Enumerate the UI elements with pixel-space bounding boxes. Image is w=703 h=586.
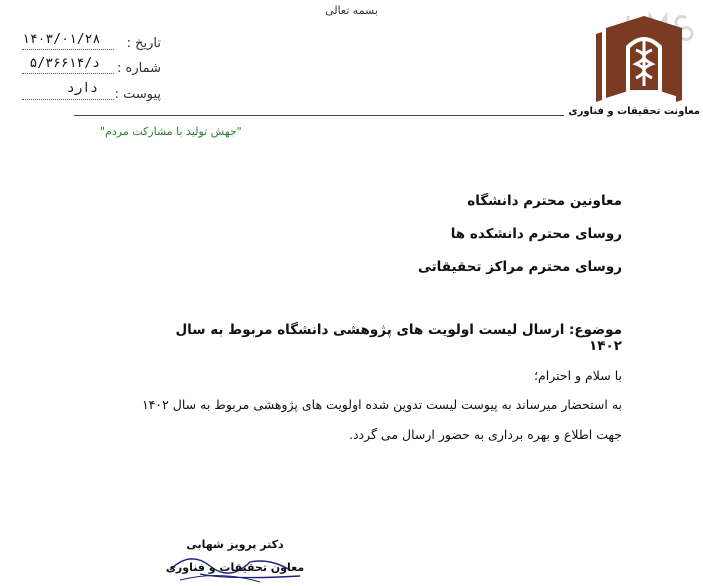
slogan: "جهش تولید با مشارکت مردم"	[100, 125, 242, 138]
number-value: ۵/د/۳۶۶۱۴	[29, 56, 100, 71]
university-logo	[588, 6, 700, 108]
subject-line: موضوع: ارسال لیست اولویت های پژوهشی دانشگاه مربوط به سال ۱۴۰۲	[175, 322, 622, 354]
attachment-dotted-line	[22, 99, 114, 100]
addressee-3: روسای محترم مراکز تحقیقاتی	[417, 259, 622, 275]
date-label: تاریخ :	[126, 36, 161, 51]
number-dotted-line	[22, 73, 114, 74]
addressee-1: معاونین محترم دانشگاه	[467, 193, 622, 209]
number-label: شماره :	[117, 61, 161, 76]
attachment-label: پیوست :	[114, 87, 161, 102]
signer-name: دکتر پرویز شهابی	[186, 538, 284, 551]
header-divider	[74, 115, 564, 116]
addressee-2: روسای محترم دانشکده ها	[450, 226, 622, 242]
attachment-value: دارد	[66, 81, 98, 96]
body-line-1: به استحضار میرساند به پیوست لیست تدوین شده اولویت های پژوهشی مربوط به سال ۱۴۰۲	[141, 397, 622, 412]
date-value: ۱۴۰۳/۰۱/۲۸	[22, 32, 101, 47]
body-line-2: جهت اطلاع و بهره برداری به حضور ارسال می گردد.	[348, 427, 622, 442]
date-dotted-line	[22, 49, 114, 50]
basmala: بسمه تعالی	[325, 4, 378, 17]
deputy-label: معاونت تحقیقات و فناوری	[568, 106, 700, 117]
greeting: با سلام و احترام؛	[534, 368, 622, 383]
signer-title: معاون تحقیقات و فناوری	[165, 561, 305, 574]
